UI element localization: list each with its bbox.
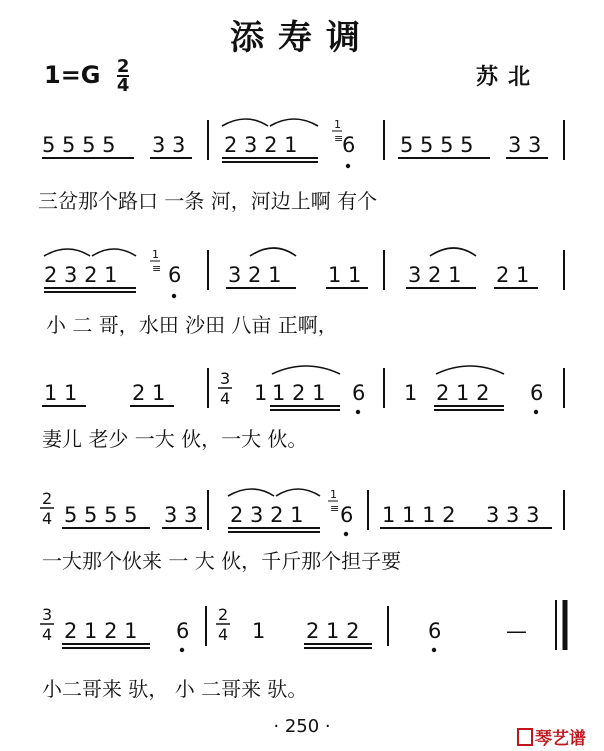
time-sig-bottom: 4: [116, 75, 130, 96]
note-group: 5 5 5 5: [400, 133, 474, 157]
time-change: 4: [218, 625, 229, 644]
note-group: 5 5 5 5: [42, 133, 116, 157]
lyric-line: 小二哥来 驮， 小 二哥来 驮。: [42, 677, 308, 701]
note-group: 6: [428, 619, 442, 643]
page-number: · 250 ·: [273, 716, 331, 737]
note-group: 2 3 2 1: [224, 133, 298, 157]
lyric-line: 三岔那个路口 一条 河，河边上啊 有个: [38, 189, 378, 213]
note-group: 2 3 2 1: [230, 503, 304, 527]
grace-note: 1: [334, 118, 341, 131]
time-change: 4: [220, 389, 231, 408]
key-label: 1=G: [44, 61, 101, 89]
time-change: 2: [42, 489, 53, 508]
note-group: 6: [352, 381, 366, 405]
note-group: 2 1: [132, 381, 166, 405]
note-group: 1: [252, 619, 266, 643]
octave-dot: [172, 294, 176, 298]
time-change: 4: [42, 625, 53, 644]
note-group: 1 1: [44, 381, 78, 405]
grace-note: 1: [152, 248, 159, 261]
note-group: —: [506, 619, 527, 643]
time-change: 2: [218, 605, 229, 624]
slur: [276, 489, 320, 496]
time-change: 4: [42, 509, 53, 528]
octave-dot: [356, 410, 360, 414]
note-group: 6: [340, 503, 354, 527]
watermark-text: 琴艺谱: [535, 729, 586, 749]
time-change: 3: [42, 605, 53, 624]
note-group: 1 2 1: [272, 381, 326, 405]
note-group: 1: [404, 381, 418, 405]
octave-dot: [344, 532, 348, 536]
slur: [430, 248, 476, 256]
note-group: 3 3: [508, 133, 542, 157]
octave-dot: [432, 648, 436, 652]
note-group: 1 1: [328, 263, 362, 287]
note-group: 6: [342, 133, 356, 157]
note-group: 1 1 1 2: [382, 503, 456, 527]
slur: [250, 248, 296, 256]
slur: [228, 489, 274, 496]
note-group: 3 3: [164, 503, 198, 527]
note-group: 2 1 2: [306, 619, 360, 643]
slur: [270, 119, 318, 126]
octave-dot: [346, 164, 350, 168]
watermark: [517, 724, 586, 749]
note-group: 3 3 3: [486, 503, 540, 527]
grace-note: ≡: [334, 132, 344, 145]
note-group: 2 1: [496, 263, 530, 287]
octave-dot: [180, 648, 184, 652]
slur: [44, 249, 90, 256]
lyric-line: 一大那个伙来 一 大 伙，千斤那个担子要: [42, 549, 402, 573]
grace-note: ≡: [330, 502, 340, 515]
slur: [222, 119, 268, 126]
octave-dot: [534, 410, 538, 414]
note-group: 6: [176, 619, 190, 643]
slur: [436, 366, 504, 374]
time-sig-top: 2: [116, 56, 130, 77]
lyric-line: 小 二 哥，水田 沙田 八亩 正啊，: [46, 313, 338, 337]
note-group: 3 3: [152, 133, 186, 157]
song-title: 添寿调: [230, 18, 374, 58]
note-group: 3 2 1: [228, 263, 282, 287]
note-group: 5 5 5 5: [64, 503, 138, 527]
note-group: 6: [168, 263, 182, 287]
song-origin: 苏北: [476, 64, 541, 90]
note-group: 2 3 2 1: [44, 263, 118, 287]
slur: [272, 366, 340, 374]
watermark-logo-icon: [517, 728, 533, 746]
lyric-line: 妻儿 老少 一大 伙，一大 伙。: [42, 427, 308, 451]
note-group: 6: [530, 381, 544, 405]
note-group: 2 1 2: [436, 381, 490, 405]
note-group: 1: [254, 381, 268, 405]
note-group: 2 1 2 1: [64, 619, 138, 643]
grace-note: 1: [330, 488, 337, 501]
slur: [92, 249, 136, 256]
grace-note: ≡: [152, 262, 162, 275]
note-group: 3 2 1: [408, 263, 462, 287]
time-change: 3: [220, 369, 231, 388]
